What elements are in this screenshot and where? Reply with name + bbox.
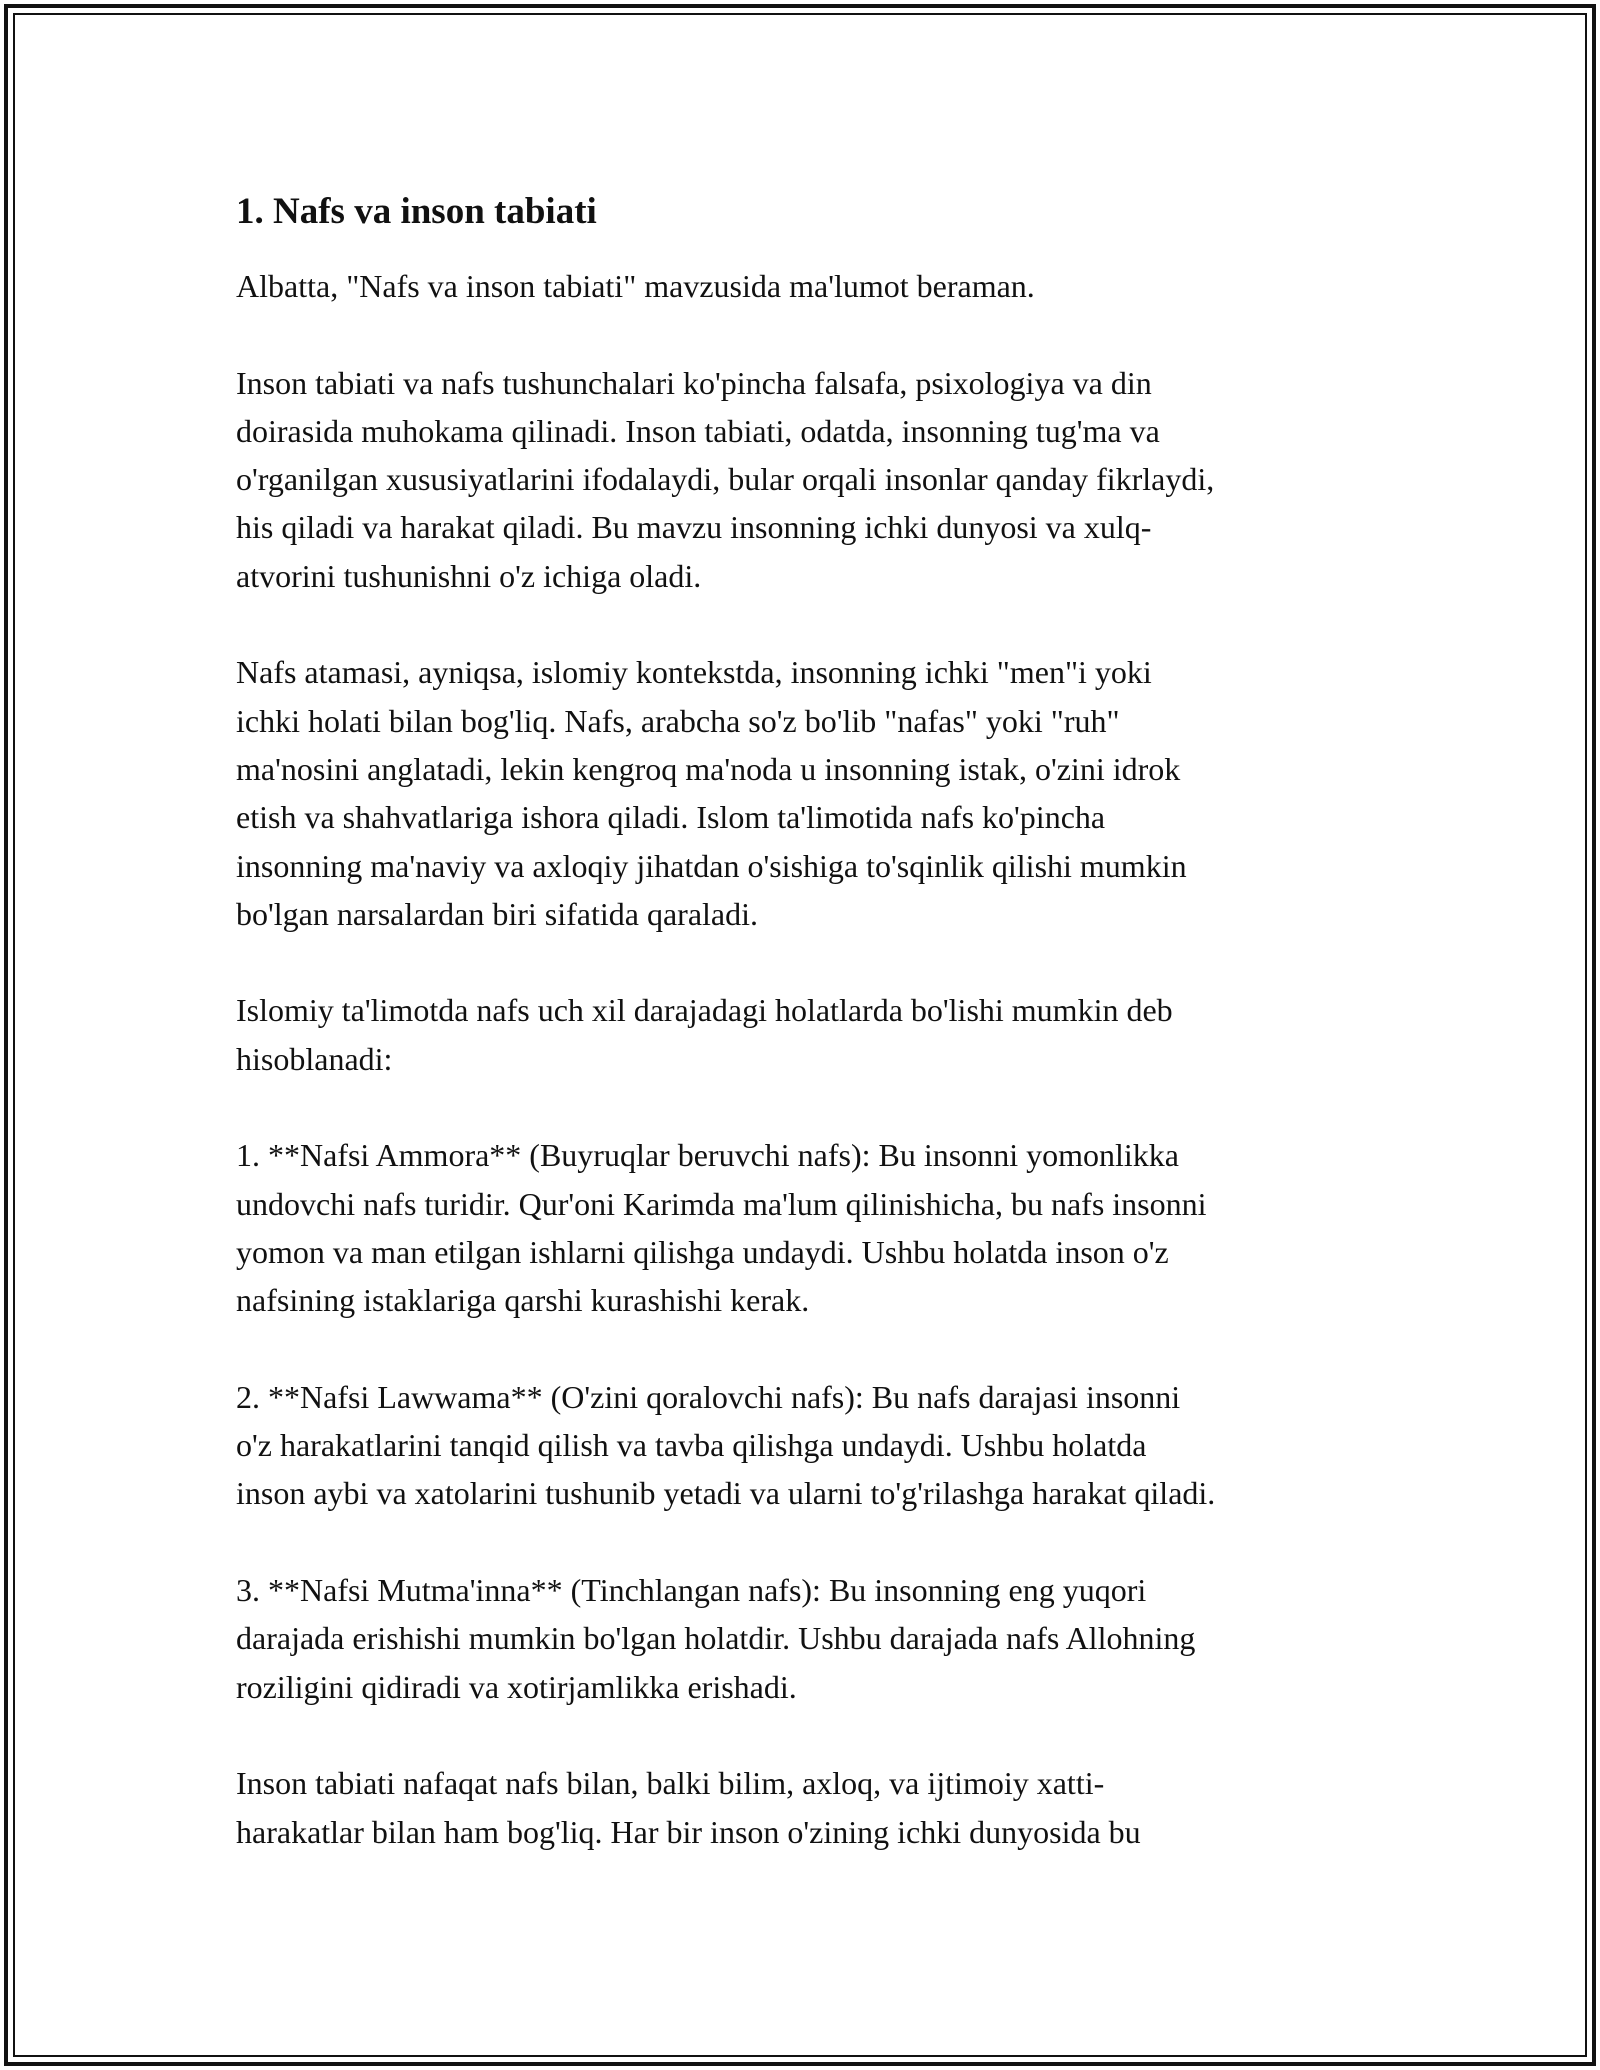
- list-item-nafsi-ammora: 1. **Nafsi Ammora** (Buyruqlar beruvchi nafs): Bu insonni yomonlikka undovchi nafs turidir. Qur'oni Karimda ma'lum qilinishicha, bu nafs insonni yomon va man etilgan ishlarni qilishga undaydi. Ushbu holatda inson o'z nafsining istaklariga qarshi kurashishi kerak.: [236, 1137, 1207, 1319]
- paragraph-nafs-darajalari: Islomiy ta'limotda nafs uch xil darajadagi holatlarda bo'lishi mumkin deb hisoblanadi:: [236, 992, 1173, 1077]
- paragraph-conclusion: Inson tabiati nafaqat nafs bilan, balki bilim, axloq, va ijtimoiy xatti- harakatlar bilan ham bog'liq. Har bir inson o'zining ichki dunyosida bu: [236, 1765, 1141, 1850]
- document-body: [236, 184, 1376, 1856]
- paragraph-nafs-atamasi: Nafs atamasi, ayniqsa, islomiy kontekstda, insonning ichki "men"i yoki ichki holati bilan bog'liq. Nafs, arabcha so'z bo'lib "nafas" yoki "ruh" ma'nosini anglatadi, lekin kengroq ma'noda u insonning istak, o'zini idrok etish va shahvatlariga ishora qiladi. Islom ta'limotida nafs ko'pincha insonning ma'naviy va axloqiy jihatdan o'sishiga to'sqinlik qilishi mumkin bo'lgan narsalardan biri sifatida qaraladi.: [236, 654, 1187, 932]
- list-item-nafsi-lawwama: 2. **Nafsi Lawwama** (O'zini qoralovchi nafs): Bu nafs darajasi insonni o'z harakatlarini tanqid qilish va tavba qilishga undaydi. Ushbu holatda inson aybi va xatolarini tushunib yetadi va ularni to'g'rilashga harakat qiladi.: [236, 1378, 1216, 1512]
- paragraph-intro: Albatta, "Nafs va inson tabiati" mavzusida ma'lumot beraman.: [236, 268, 1035, 304]
- document-title: 1. Nafs va inson tabiati: [236, 191, 597, 232]
- paragraph-inson-tabiati: Inson tabiati va nafs tushunchalari ko'pincha falsafa, psixologiya va din doirasida muhokama qilinadi. Inson tabiati, odatda, insonning tug'ma va o'rganilgan xususiyatlarini ifodalaydi, bular orqali insonlar qanday fikrlaydi, his qiladi va harakat qiladi. Bu mavzu insonning ichki dunyosi va xulq- atvorini tushunishni o'z ichiga oladi.: [236, 364, 1215, 594]
- list-item-nafsi-mutmainna: 3. **Nafsi Mutma'inna** (Tinchlangan nafs): Bu insonning eng yuqori darajada erishishi mumkin bo'lgan holatdir. Ushbu darajada nafs Allohning roziligini qidiradi va xotirjamlikka erishadi.: [236, 1572, 1196, 1705]
